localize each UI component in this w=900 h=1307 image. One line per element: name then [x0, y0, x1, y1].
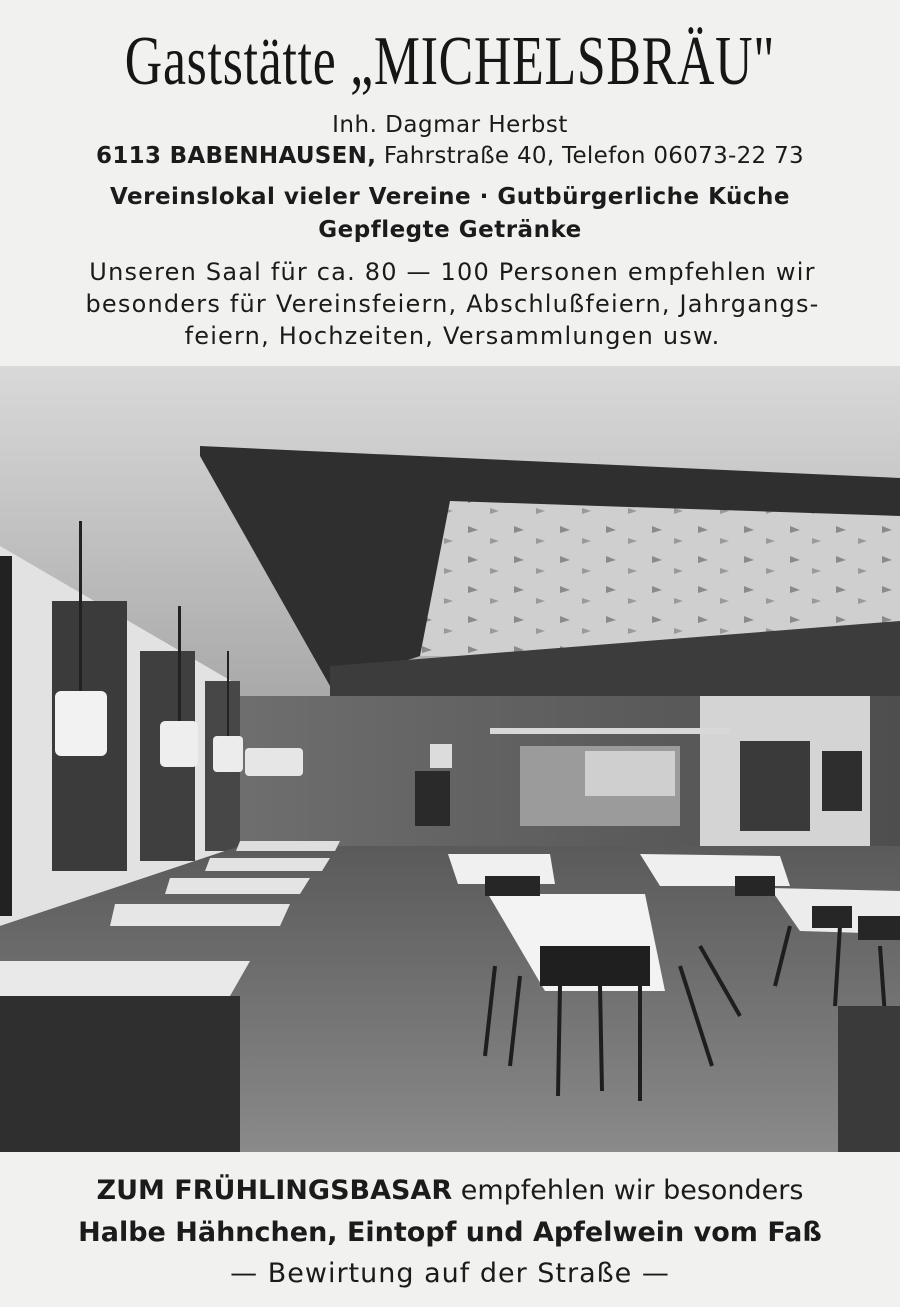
footer-street-service: — Bewirtung auf der Straße — — [230, 1258, 670, 1289]
footer-event-name: ZUM FRÜHLINGSBASAR — [96, 1175, 453, 1206]
tagline-line-2: Gepflegte Getränke — [318, 217, 582, 243]
recommendation-line-3: feiern, Hochzeiten, Versammlungen usw. — [184, 322, 721, 350]
dining-hall-photo — [0, 366, 900, 1152]
tagline-line-1: Vereinslokal vieler Vereine · Gutbürgerliche Küche — [109, 184, 791, 210]
footer-menu-line: Halbe Hähnchen, Eintopf und Apfelwein vom Faß — [78, 1217, 822, 1248]
address-street-phone: Fahrstraße 40, Telefon 06073-22 73 — [383, 143, 804, 169]
address-city: 6113 BABENHAUSEN, — [96, 143, 377, 169]
footer-line-1-text: empfehlen wir besonders — [460, 1175, 804, 1206]
recommendation-line-1: Unseren Saal für ca. 80 — 100 Personen empfehlen wir — [89, 258, 816, 286]
owner-line: Inh. Dagmar Herbst — [332, 112, 568, 138]
recommendation-line-2: besonders für Vereinsfeiern, Abschlußfeiern, Jahrgangs- — [85, 290, 820, 318]
hall-recommendation — [30, 256, 875, 352]
address-line — [0, 143, 900, 169]
footer-line-1 — [0, 1175, 900, 1206]
restaurant-title: Gaststätte „MICHELSBRÄU" — [124, 23, 776, 100]
